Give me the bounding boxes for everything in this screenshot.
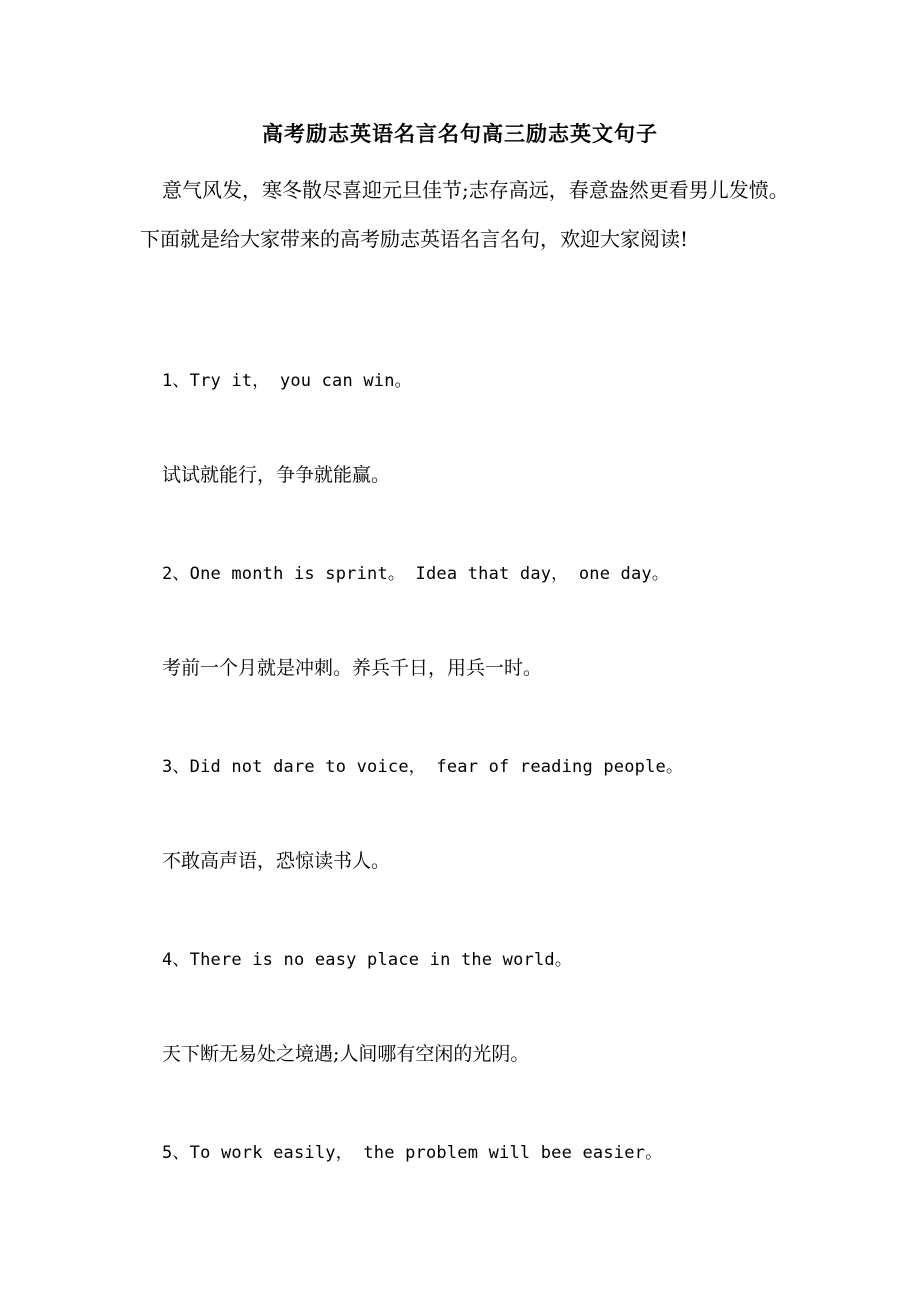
quote-chinese-3: 不敢高声语，恐惊读书人。 <box>162 850 391 872</box>
quote-chinese-1: 试试就能行，争争就能赢。 <box>162 464 391 486</box>
quote-chinese-2: 考前一个月就是冲刺。养兵千日，用兵一时。 <box>162 657 543 679</box>
intro-paragraph: 意气风发，寒冬散尽喜迎元旦佳节;志存高远，春意盎然更看男儿发愤。下面就是给大家带来的高考励志英语名言名句，欢迎大家阅读! <box>140 178 789 251</box>
quote-english-4: 4、There is no easy place in the world。 <box>162 950 573 970</box>
quote-english-3: 3、Did not dare to voice， fear of reading people。 <box>162 757 684 777</box>
quote-chinese-4: 天下断无易处之境遇;人间哪有空闲的光阴。 <box>162 1043 530 1065</box>
quote-english-5: 5、To work easily， the problem will bee easier。 <box>162 1143 663 1163</box>
quote-english-2: 2、One month is sprint。 Idea that day， one day。 <box>162 564 670 584</box>
quote-english-1: 1、Try it， you can win。 <box>162 371 412 391</box>
document-title: 高考励志英语名言名句高三励志英文句子 <box>262 121 658 146</box>
